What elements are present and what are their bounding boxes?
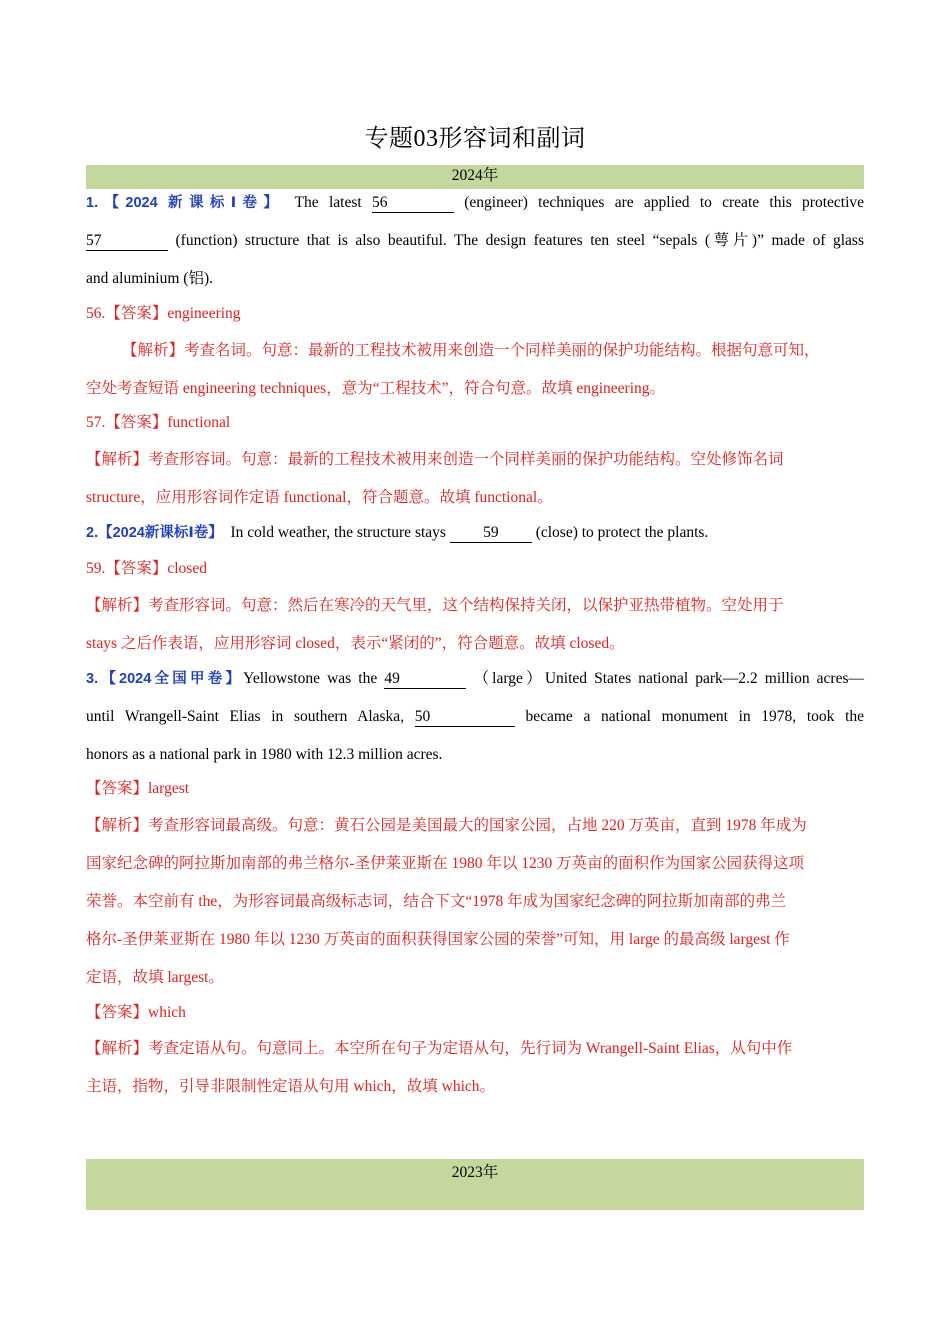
question-text: Yellowstone was the	[243, 670, 378, 687]
question-3-line-1	[86, 660, 864, 698]
question-1-line-2	[86, 222, 864, 260]
question-text: In cold weather, the structure stays	[230, 524, 446, 541]
question-1-line-3: and aluminium (铝).	[86, 270, 213, 287]
blank-49: 49	[384, 670, 466, 689]
answer-50: 【答案】which	[86, 1004, 186, 1021]
question-3-line-2	[86, 698, 864, 736]
analysis-line: 定语，故填 largest。	[86, 969, 224, 986]
blank-59: 59	[450, 524, 532, 543]
question-text: (close) to protect the plants.	[535, 524, 709, 541]
year-band-2024: 2024年	[86, 165, 864, 189]
year-band-2023: 2023年	[86, 1159, 864, 1210]
analysis-line: 【解析】考查形容词最高级。句意：黄石公园是美国最大的国家公园，占地 220 万英亩，直到 1978 年成为	[86, 817, 807, 834]
blank-56: 56	[372, 194, 454, 213]
page-title: 专题03形容词和副词	[364, 126, 586, 152]
analysis-57	[86, 441, 864, 517]
question-number: 2.	[86, 525, 99, 541]
question-text: The latest	[294, 194, 362, 211]
question-1-line-1	[86, 184, 864, 222]
analysis-line: 主语，指物，引导非限制性定语从句用 which，故填 which。	[86, 1078, 496, 1095]
answer-59: 59.【答案】closed	[86, 560, 207, 577]
analysis-line: 空处考查短语 engineering techniques，意为“工程技术”，符合句意。故填 engineering。	[86, 380, 665, 397]
analysis-line: 【解析】考查形容词。句意：然后在寒冷的天气里，这个结构保持关闭，以保护亚热带植物。空处用于	[86, 597, 784, 614]
analysis-line: 【解析】考查定语从句。句意同上。本空所在句子为定语从句，先行词为 Wrangell-Saint Elias，从句中作	[86, 1040, 793, 1057]
question-2	[86, 515, 864, 551]
analysis-50	[86, 1030, 864, 1106]
question-3-line-3: honors as a national park in 1980 with 12.3 million acres.	[86, 746, 443, 763]
question-1	[86, 184, 864, 298]
blank-50: 50	[415, 708, 515, 727]
question-number: 1.	[86, 195, 99, 211]
analysis-line: structure，应用形容词作定语 functional，符合题意。故填 functional。	[86, 489, 553, 506]
question-text: （large）United States national park—2.2 million acres—	[473, 670, 864, 687]
answer-56: 56.【答案】engineering	[86, 305, 241, 322]
analysis-line: 国家纪念碑的阿拉斯加南部的弗兰格尔-圣伊莱亚斯在 1980 年以 1230 万英亩的面积作为国家公园获得这项	[86, 855, 805, 872]
question-text: (engineer) techniques are applied to create this protective	[464, 194, 865, 211]
blank-57: 57	[86, 232, 168, 251]
analysis-59	[86, 587, 864, 663]
answer-57: 57.【答案】functional	[86, 414, 231, 431]
question-text: until Wrangell-Saint Elias in southern Alaska,	[86, 708, 405, 725]
analysis-line: 荣誉。本空前有 the，为形容词最高级标志词，结合下文“1978 年成为国家纪念碑的阿拉斯加南部的弗兰	[86, 893, 787, 910]
question-source: 【2024新课标Ⅰ卷】	[98, 525, 223, 541]
question-3	[86, 660, 864, 774]
analysis-line: stays 之后作表语，应用形容词 closed，表示“紧闭的”，符合题意。故填 closed。	[86, 635, 625, 652]
analysis-56	[86, 332, 864, 408]
question-text: (function) structure that is also beautiful. The design features ten steel “sepals (萼片)” made of glass	[175, 232, 864, 249]
analysis-line: 格尔-圣伊莱亚斯在 1980 年以 1230 万英亩的面积获得国家公园的荣誉”可知，用 large 的最高级 largest 作	[86, 931, 790, 948]
question-text: became a national monument in 1978, took the	[525, 708, 865, 725]
answer-49: 【答案】largest	[86, 780, 190, 797]
question-source: 【2024全国甲卷】	[98, 671, 244, 687]
question-source: 【2024 新课标Ⅰ卷】	[98, 195, 285, 211]
analysis-49	[86, 807, 864, 997]
question-number: 3.	[86, 671, 99, 687]
analysis-line: 【解析】考查形容词。句意：最新的工程技术被用来创造一个同样美丽的保护功能结构。空处修饰名词	[86, 451, 784, 468]
analysis-line: 【解析】考查名词。句意：最新的工程技术被用来创造一个同样美丽的保护功能结构。根据句意可知，	[122, 342, 820, 359]
